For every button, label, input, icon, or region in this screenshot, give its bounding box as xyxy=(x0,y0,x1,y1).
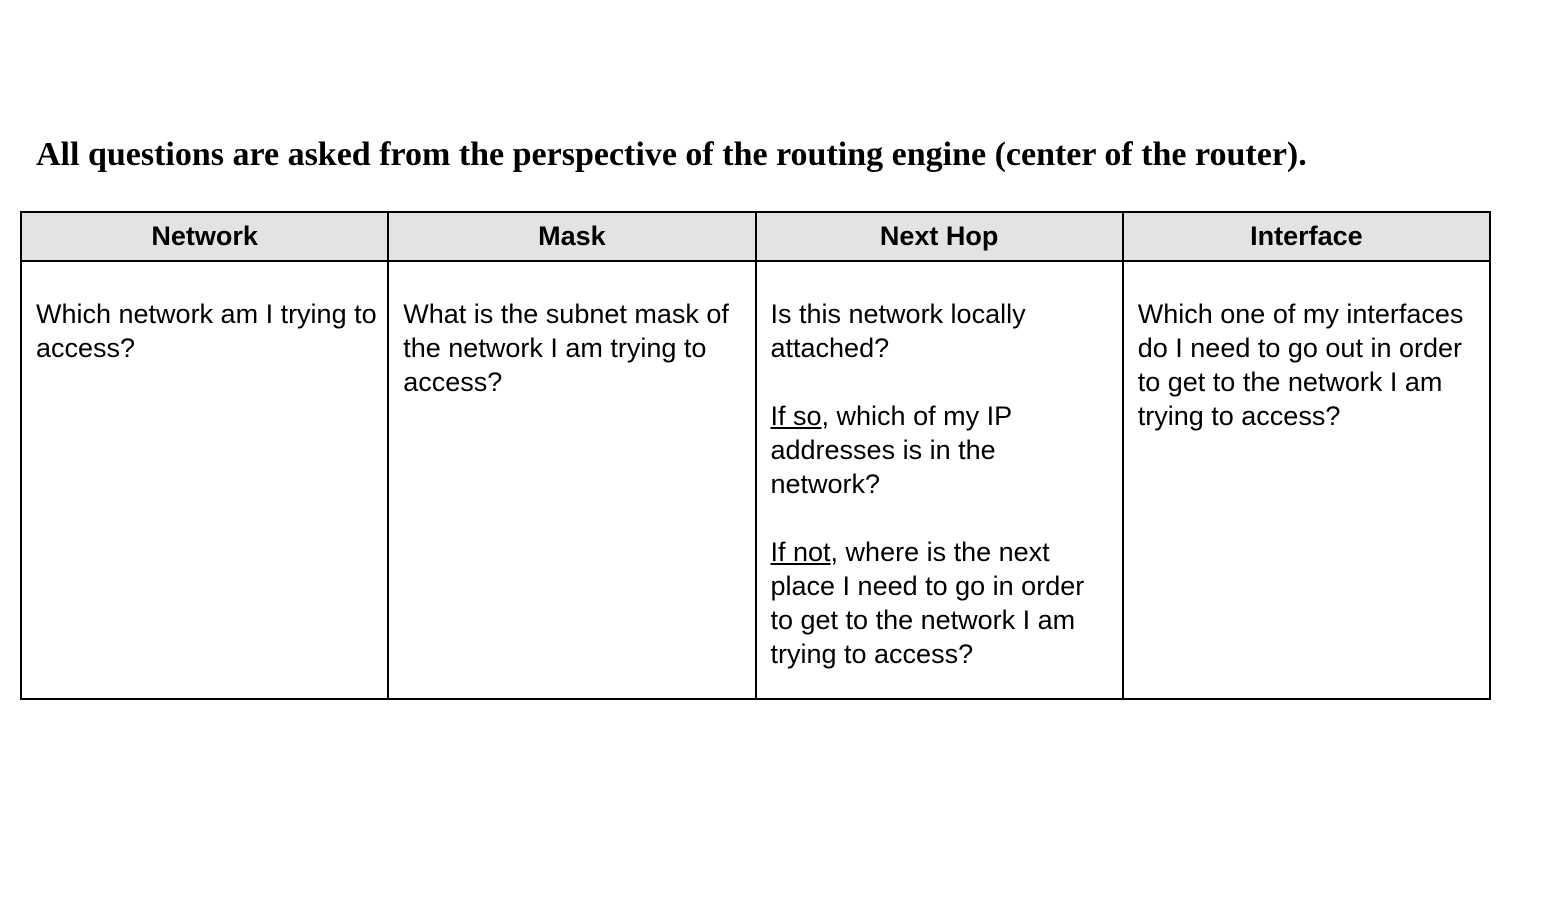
cell-next-hop xyxy=(756,261,1123,699)
cell-mask xyxy=(388,261,755,699)
header-network: Network xyxy=(21,212,388,261)
mask-question: What is the subnet mask of the network I am trying to access? xyxy=(403,299,729,397)
table-row xyxy=(21,261,1490,699)
if-so-label: If so xyxy=(770,401,822,431)
if-not-text: , where is the next place I need to go in order to get to the network I am trying to access? xyxy=(770,537,1085,669)
header-interface: Interface xyxy=(1123,212,1490,261)
header-row xyxy=(21,212,1490,261)
if-so-text: , which of my IP addresses is in the network? xyxy=(770,401,1012,499)
if-not-label: If not xyxy=(770,537,831,567)
header-next-hop: Next Hop xyxy=(756,212,1123,261)
header-mask: Mask xyxy=(388,212,755,261)
next-hop-if-not xyxy=(771,535,1112,671)
page-heading: All questions are asked from the perspective of the routing engine (center of the router). xyxy=(36,136,1307,173)
cell-interface xyxy=(1123,261,1490,699)
cell-network xyxy=(21,261,388,699)
next-hop-if-so xyxy=(771,399,1112,501)
routing-table xyxy=(20,211,1491,700)
next-hop-intro: Is this network locally attached? xyxy=(770,299,1026,363)
network-question: Which network am I trying to access? xyxy=(36,299,377,363)
interface-question: Which one of my interfaces do I need to go out in order to get to the network I am trying to access? xyxy=(1137,299,1464,431)
